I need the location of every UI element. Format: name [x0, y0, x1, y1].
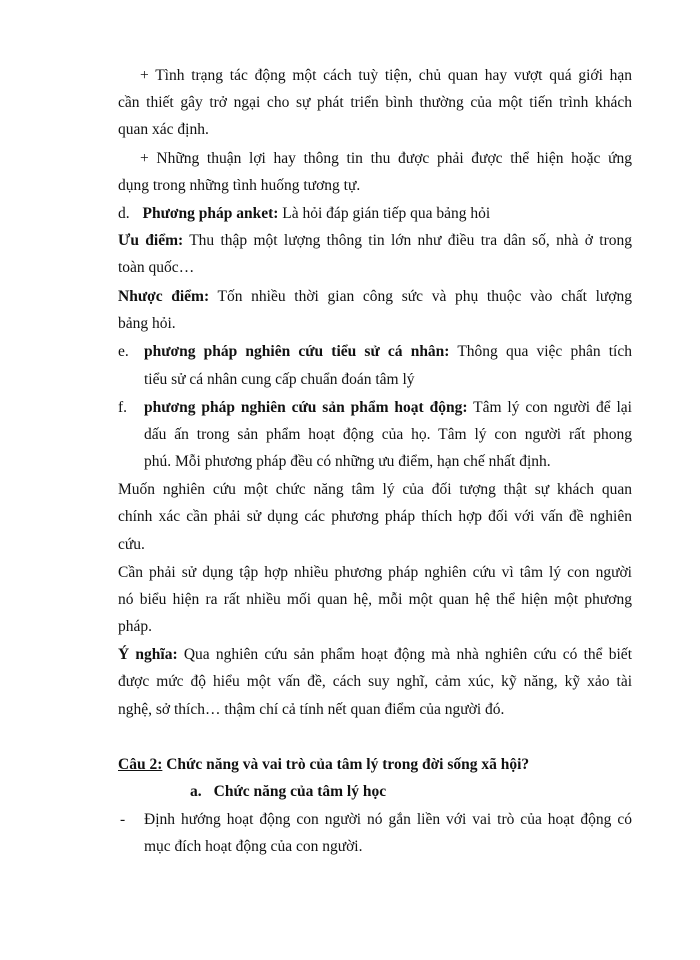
text-span: Tâm lý con người để lại [467, 399, 632, 416]
text-span: Qua nghiên cứu sản phẩm hoạt động mà nhà nghiên cứu có thể biết [177, 646, 632, 663]
list-item-e [144, 342, 632, 362]
method-title: phương pháp nghiên cứu tiểu sử cá nhân: [144, 343, 450, 360]
text-line: chính xác cần phải sử dụng các phương pháp thích hợp đối với vấn đề nghiên [118, 508, 632, 525]
text-line: Muốn nghiên cứu một chức năng tâm lý của đối tượng thật sự khách quan [118, 481, 632, 498]
text-line: + Những thuận lợi hay thông tin thu được phải được thể hiện hoặc ứng [140, 150, 632, 167]
text-line: phú. Mỗi phương pháp đều có những ưu điểm, hạn chế nhất định. [144, 453, 551, 470]
text-line [118, 287, 632, 307]
list-marker: e. [118, 343, 129, 360]
question-text: Chức năng và vai trò của tâm lý trong đời sống xã hội? [162, 756, 530, 773]
list-item-d [118, 204, 700, 224]
text-line: nó biểu hiện ra rất nhiều mối quan hệ, mỗi một quan hệ thể hiện một phương [118, 591, 632, 608]
text-span: Thông qua việc phân tích [449, 343, 632, 360]
text-line: quan xác định. [118, 121, 209, 138]
method-title: phương pháp nghiên cứu sản phẩm hoạt động: [144, 399, 468, 416]
section-title: Chức năng của tâm lý học [213, 783, 387, 800]
text-line: pháp. [118, 618, 153, 635]
method-title: Phương pháp anket: [142, 205, 279, 222]
text-line: nghệ, sở thích… thậm chí cả tính nết quan điểm của người đó. [118, 701, 505, 718]
text-line: được mức độ hiểu một vấn đề, cách suy nghĩ, cảm xúc, kỹ năng, kỹ xảo tài [118, 673, 632, 690]
text-line: toàn quốc… [118, 259, 195, 276]
text-span: Thu thập một lượng thông tin lớn như điều tra dân số, nhà ở trong [183, 232, 632, 249]
list-marker: d. [118, 205, 130, 222]
text-line [118, 645, 632, 665]
text-line: mục đích hoạt động của con người. [144, 838, 363, 855]
text-line: Định hướng hoạt động con người nó gắn liền với vai trò của hoạt động có [144, 811, 632, 828]
section-a [190, 782, 700, 802]
text-line: Cần phải sử dụng tập hợp nhiều phương pháp nghiên cứu vì tâm lý con người [118, 564, 632, 581]
bullet-marker: - [120, 811, 126, 828]
text-line: dấu ấn trong sản phẩm hoạt động của họ. Tâm lý con người rất phong [144, 426, 632, 443]
list-marker: a. [190, 783, 202, 800]
text-line [118, 231, 632, 251]
text-line: dụng trong những tình huống tương tự. [118, 177, 361, 194]
list-item-f [144, 398, 632, 418]
text-line: tiểu sử cá nhân cung cấp chuẩn đoán tâm lý [144, 371, 415, 388]
question-heading [118, 755, 700, 775]
label-advantage: Ưu điểm: [118, 232, 184, 249]
label-meaning: Ý nghĩa: [118, 646, 178, 663]
text-line: cần thiết gây trở ngại cho sự phát triển bình thường của một tiến trình khách [118, 94, 632, 111]
text-line: bảng hỏi. [118, 315, 176, 332]
text-line: cứu. [118, 536, 145, 553]
text-span: Tốn nhiều thời gian công sức và phụ thuộc vào chất lượng [209, 288, 632, 305]
text-line: + Tình trạng tác động một cách tuỳ tiện, chủ quan hay vượt quá giới hạn [140, 67, 632, 84]
text-span: Là hỏi đáp gián tiếp qua bảng hỏi [278, 205, 491, 222]
label-disadvantage: Nhược điểm: [118, 288, 210, 305]
list-marker: f. [118, 399, 128, 416]
question-label: Câu 2: [118, 756, 163, 773]
